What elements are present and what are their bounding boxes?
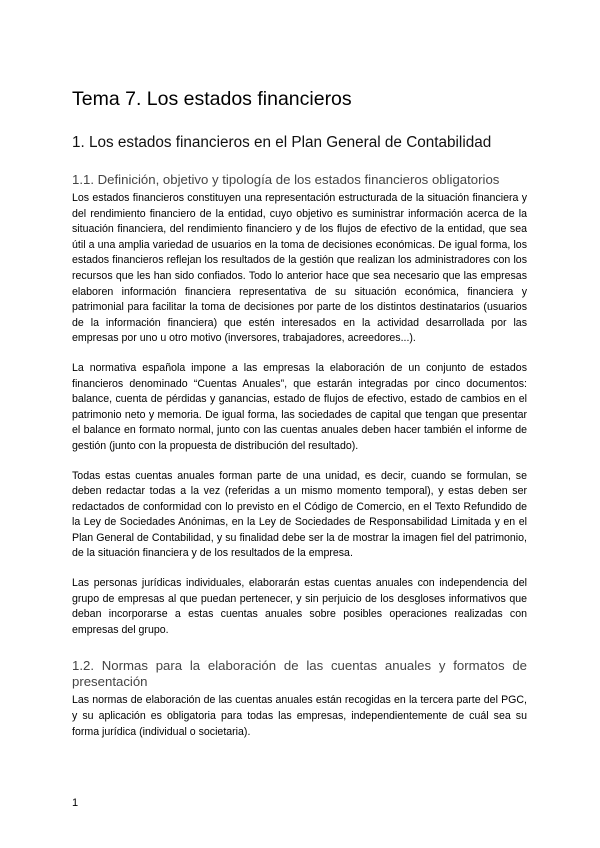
paragraph-definition: Los estados financieros constituyen una representación estructurada de la situación financiera y del rendimiento financiero de la entidad, cuyo objetivo es suministrar información acerca de la situación financiera, del rendimiento financiero y de los flujos de efectivo de la entidad, que sea útil a una amplia variedad de usuarios en la toma de decisiones económicas. De igual forma, los estados financieros reflejan los resultados de la gestión que realizan los administradores con los recursos que les han sido confiados. Todo lo anterior hace que sea necesario que las empresas elaboren información financiera representativa de su situación económica, financiera y patrimonial para facilitar la toma de decisiones por parte de los distintos destinatarios (usuarios de la información financiera) que estén interesados en la actividad desarrollada por las empresas por uno u otro motivo (inversores, trabajadores, acreedores...). — [72, 192, 527, 345]
subsection-heading-1-1: 1.1. Definición, objetivo y tipología de los estados financieros obligatorios — [72, 172, 500, 187]
page-number: 1 — [72, 797, 79, 809]
paragraph-normas: Las normas de elaboración de las cuentas anuales están recogidas en la tercera parte del PGC, y su aplicación es obligatoria para todas las empresas, independientemente de cuál sea su forma jurídica (individual o societaria). — [72, 694, 527, 738]
page-title: Tema 7. Los estados financieros — [72, 88, 352, 110]
paragraph-personas-juridicas: Las personas jurídicas individuales, elaborarán estas cuentas anuales con independencia del grupo de empresas al que puedan pertenecer, y sin perjuicio de los desgloses informativos que deban incorporarse a estas cuentas anuales sobre posibles operaciones realizadas con empresas del grupo. — [72, 577, 527, 636]
page-content — [72, 86, 527, 754]
paragraph-normativa: La normativa española impone a las empresas la elaboración de un conjunto de estados financieros denominado “Cuentas Anuales”, que estarán integradas por cinco documentos: balance, cuenta de pérdidas y ganancias, estado de flujos de efectivo, estado de cambios en el patrimonio neto y memoria. De igual forma, las sociedades de capital que tengan que presentar el balance en formato normal, junto con las cuentas anuales deben hacer también el informe de gestión (junto con la propuesta de distribución del resultado). — [72, 361, 527, 452]
paragraph-unidad: Todas estas cuentas anuales forman parte de una unidad, es decir, cuando se formulan, se deben redactar todas a la vez (referidas a un mismo momento temporal), y estas deben ser redactados de conformidad con lo previsto en el Código de Comercio, en el Texto Refundido de la Ley de Sociedades Anónimas, en la Ley de Sociedades de Responsabilidad Limitada y en el Plan General de Contabilidad, y su finalidad debe ser la de mostrar la imagen fiel del patrimonio, de la situación financiera y de los resultados de la empresa. — [72, 469, 527, 560]
subsection-heading-1-2: 1.2. Normas para la elaboración de las cuentas anuales y formatos de presentación — [72, 658, 527, 690]
section-heading: 1. Los estados financieros en el Plan General de Contabilidad — [72, 134, 492, 151]
